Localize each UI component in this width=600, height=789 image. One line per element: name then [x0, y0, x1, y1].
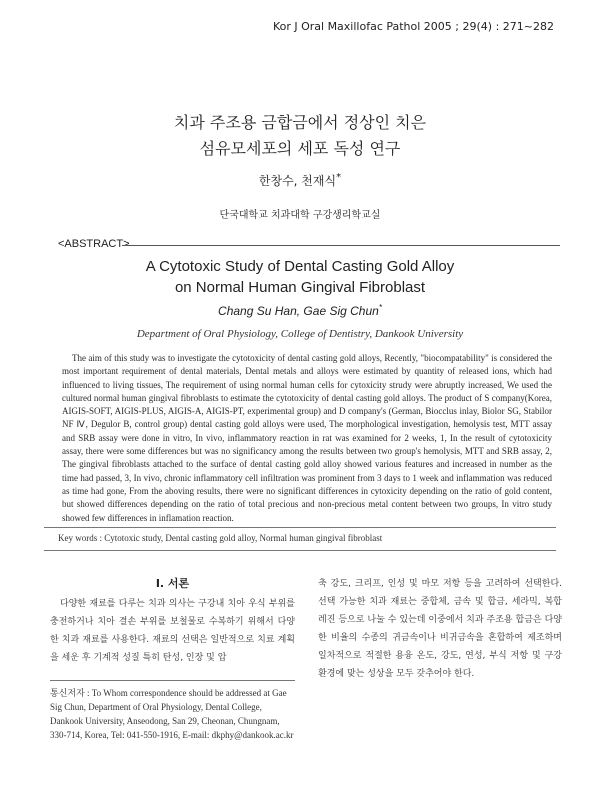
footnote-rule: [50, 680, 295, 681]
body-column-left: [50, 575, 295, 667]
section-heading-introduction: Ⅰ. 서론: [155, 577, 190, 590]
body-column-right: [318, 575, 562, 683]
introduction-paragraph-right: 축 강도, 크리프, 인성 및 마모 저항 등을 고려하여 선택한다. 선택 가능한 치과 재료는 중합체, 금속 및 합금, 세라믹, 복합 레진 등으로 나눌 수 있는데 이중에서 치과 주조용 합금은 다양한 비율의 수종의 귀금속이나 비귀금속을 혼합하여 제조하며 일차적으로 적절한 용융 온도, 강도, 연성, 부식 저항 및 구강 환경에 맞는 성상을 모두 갖추어야 한다.: [318, 579, 562, 679]
english-author-names: Chang Su Han, Gae Sig Chun: [218, 304, 379, 318]
keywords-rule-top: [44, 527, 556, 528]
korean-affiliation: 단국대학교 치과대학 구강생리학교실: [219, 210, 381, 221]
keywords: Key words : Cytotoxic study, Dental casting gold alloy, Normal human gingival fibroblast: [58, 533, 383, 543]
korean-authors: [0, 172, 600, 189]
correspondence-footnote: 통신저자 : To Whom correspondence should be addressed at Gae Sig Chun, Department of Oral Physiology, Dental College, Dankook University, Anseodong, San 29, Cheonan, Chungnam, 330-714, Korea, Tel: 041-550-1916, E-mail: dkphy@dankook.ac.kr: [50, 688, 294, 740]
journal-citation: Kor J Oral Maxillofac Pathol 2005 ; 29(4) : 271~282: [272, 20, 554, 33]
english-title: [0, 256, 600, 298]
abstract-rule: [122, 245, 560, 246]
korean-author-mark: *: [336, 172, 342, 183]
keywords-rule-bottom: [44, 550, 556, 551]
english-authors: [0, 303, 600, 318]
korean-title-line1: 치과 주조용 금합금에서 정상인 치은: [173, 113, 427, 132]
korean-title: [0, 110, 600, 162]
abstract-body: The aim of this study was to investigate the cytotoxicity of dental casting gold alloys, Recently, "biocompatability" is considered the most important requirement of dental materials, Dental metals and alloys were estimated by quantity of released ions, which had influenced to living tissues, The requirement of using normal human cells for cytoxicity strudy were abruptly increased, We used the cultured normal human gingival fibroblasts to estimate the cytotoxicity of dental casting gold alloys. The product of S company(Korea, AIGIS-SOFT, AIGIS-PLUS, AIGIS-A, AIGIS-PT, experimental group) and D company's (German, Biocclus inlay, Biolor SG, Stabilor NF Ⅳ, Degulor B, control group) dental casting gold alloys were used, The morphological investigation, hemolysis test, MTT assay and SRB assay were done in vitro, In vivo, inflammatory reaction in rat was examined for 2 weeks, 1, In the result of cytotoxicity assay, there were some differences but was no significancy among the results between two group's hemolysis, MTT and SRB assay, 2, The gingival fibroblasts attached to the surface of dental casting gold alloy showed various features and increased in number as the time had passed, 3, In vivo, chronic inflammatory cell infiltration was prominent from 3 days to 1 week and inflammation was reduced as time had gone, From the aboving results, there were no significant differences in cytoxicity depending on the ratio of gold content, but showed differences depending on the ratio of total precious and non-precious metal content between two groups, In vitro study showed few differences in inflamation reaction.: [62, 353, 552, 523]
english-department: Department of Oral Physiology, College of Dentistry, Dankook University: [136, 328, 464, 340]
korean-title-line2: 섬유모세포의 세포 독성 연구: [199, 139, 401, 158]
korean-author-names: 한창수, 천재식: [258, 174, 337, 188]
english-title-line1: A Cytotoxic Study of Dental Casting Gold Alloy: [145, 258, 455, 275]
english-title-line2: on Normal Human Gingival Fibroblast: [174, 279, 426, 296]
english-author-mark: *: [378, 303, 382, 312]
introduction-paragraph-left: 다양한 재료를 다루는 치과 의사는 구강내 치아 우식 부위를 충전하거나 치아 결손 부위를 보철물로 수복하기 위해서 다양한 치과 재료를 사용한다. 재료의 선택은 일반적으로 치료 계획을 세운 후 기계적 성질 특히 탄성, 인장 및 압: [50, 599, 295, 663]
abstract-label: <ABSTRACT>: [58, 238, 130, 250]
